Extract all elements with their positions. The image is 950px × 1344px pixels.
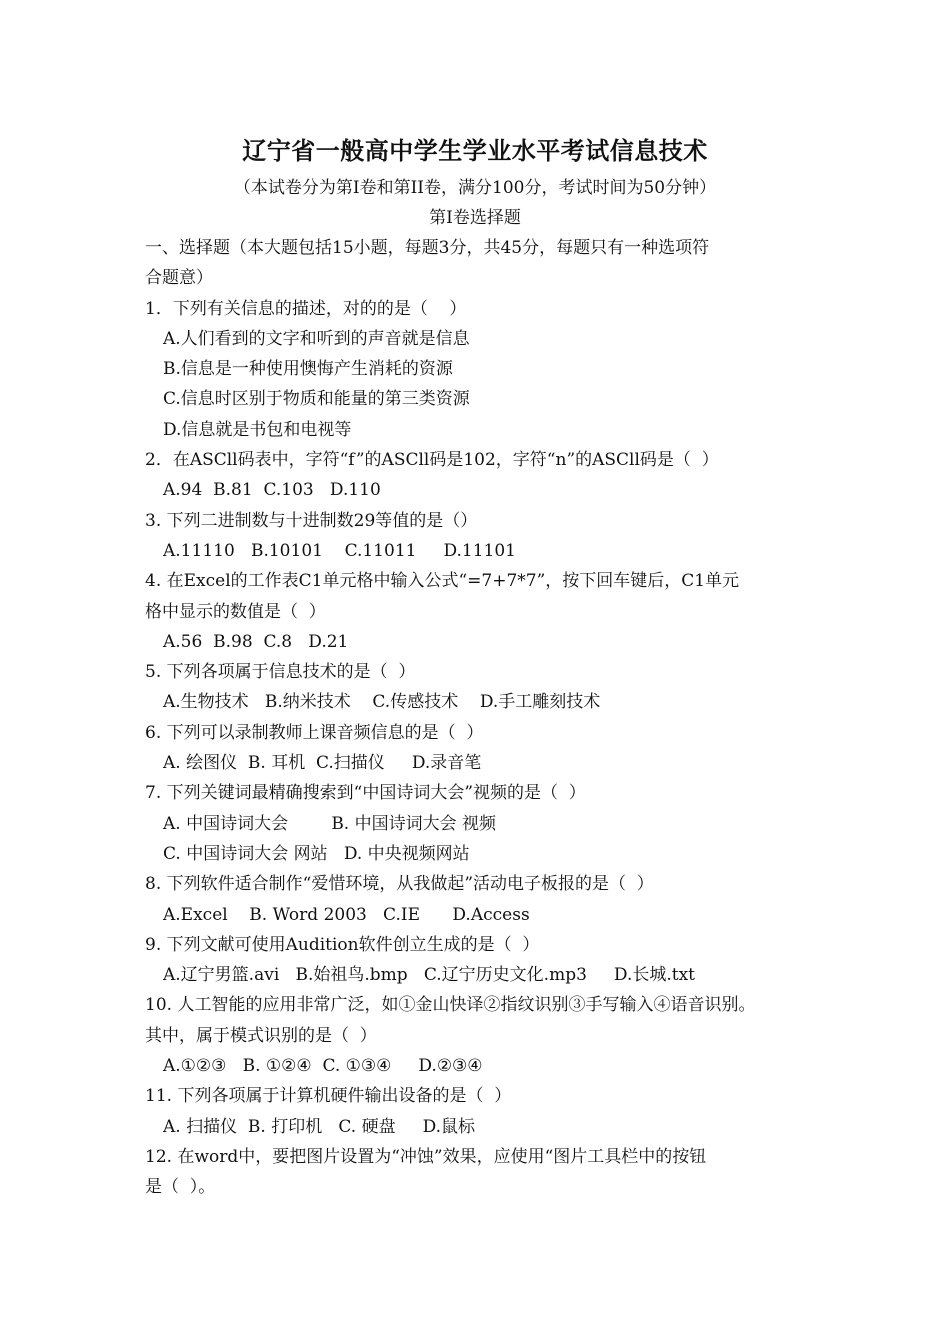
question-stem: 其中，属于模式识别的是（ ） bbox=[145, 1025, 377, 1046]
question-item bbox=[145, 930, 825, 991]
question-stem: 1．下列有关信息的描述，对的的是（ ） bbox=[145, 298, 467, 319]
answer-options: A. 绘图仪 B. 耳机 C.扫描仪 D.录音笔 bbox=[163, 753, 482, 774]
question-item bbox=[145, 506, 825, 567]
question-stem: 是（ ）。 bbox=[145, 1177, 216, 1198]
question-item bbox=[145, 1142, 825, 1203]
question-stem: 4. 在Excel的工作表C1单元格中输入公式“=7+7*7”，按下回车键后，C1单元 bbox=[145, 571, 740, 592]
question-item bbox=[145, 990, 825, 1081]
question-list bbox=[145, 233, 825, 1203]
answer-options: A.辽宁男篮.avi B.始祖鸟.bmp C.辽宁历史文化.mp3 D.长城.txt bbox=[163, 965, 695, 986]
document-title: 辽宁省一般高中学生学业水平考试信息技术 bbox=[242, 136, 708, 165]
document-subtitle: （本试卷分为第I卷和第II卷，满分100分，考试时间为50分钟） bbox=[233, 178, 717, 198]
question-stem: 10. 人工智能的应用非常广泛，如①金山快译②指纹识别③手写输入④语音识别。 bbox=[145, 995, 756, 1016]
answer-options: A.人们看到的文字和听到的声音就是信息 bbox=[163, 328, 470, 349]
answer-options: A.Excel B. Word 2003 C.IE D.Access bbox=[163, 904, 530, 925]
answer-options: A.94 B.81 C.103 D.110 bbox=[163, 480, 381, 501]
question-item bbox=[145, 294, 825, 445]
answer-options: A.11110 B.10101 C.11011 D.11101 bbox=[163, 540, 516, 561]
question-stem: 3. 下列二进制数与十进制数29等值的是（） bbox=[145, 510, 478, 531]
question-stem: 6. 下列可以录制教师上课音频信息的是（ ） bbox=[145, 722, 484, 743]
question-item bbox=[145, 778, 825, 869]
question-item bbox=[145, 657, 825, 718]
question-stem: 12. 在word中，要把图片设置为“冲蚀”效果，应使用“图片工具栏中的按钮 bbox=[145, 1146, 707, 1167]
answer-options: A. 扫描仪 B. 打印机 C. 硬盘 D.鼠标 bbox=[163, 1116, 476, 1137]
question-stem: 2．在ASCll码表中，字符“f”的ASCll码是102，字符“n”的ASCll码是（ ） bbox=[145, 450, 719, 471]
question-item bbox=[145, 869, 825, 930]
answer-options: A.①②③ B. ①②④ C. ①③④ D.②③④ bbox=[163, 1056, 483, 1077]
question-stem: 5. 下列各项属于信息技术的是（ ） bbox=[145, 662, 416, 683]
answer-options: C.信息时区别于物质和能量的第三类资源 bbox=[163, 389, 470, 410]
answer-options: A.56 B.98 C.8 D.21 bbox=[163, 631, 349, 652]
answer-options: B.信息是一种使用懊悔产生消耗的资源 bbox=[163, 359, 453, 380]
question-item bbox=[145, 445, 825, 506]
answer-options: C. 中国诗词大会 网站 D. 中央视频网站 bbox=[163, 843, 470, 864]
answer-options: A. 中国诗词大会 B. 中国诗词大会 视频 bbox=[163, 813, 497, 834]
instruction-line: 一、选择题（本大题包括15小题，每题3分，共45分，每题只有一种选项符 bbox=[145, 238, 710, 258]
section-heading: 第I卷选择题 bbox=[429, 208, 521, 228]
question-stem: 格中显示的数值是（ ） bbox=[145, 601, 326, 622]
question-stem: 8. 下列软件适合制作“爱惜环境，从我做起”活动电子板报的是（ ） bbox=[145, 874, 654, 895]
question-stem: 11. 下列各项属于计算机硬件输出设备的是（ ） bbox=[145, 1086, 512, 1107]
instruction-line: 合题意） bbox=[145, 268, 213, 289]
question-item bbox=[145, 566, 825, 657]
question-item bbox=[145, 1081, 825, 1142]
question-stem: 7. 下列关键词最精确搜索到“中国诗词大会”视频的是（ ） bbox=[145, 783, 586, 804]
answer-options: A.生物技术 B.纳米技术 C.传感技术 D.手工雕刻技术 bbox=[163, 692, 601, 713]
answer-options: D.信息就是书包和电视等 bbox=[163, 419, 352, 440]
question-item bbox=[145, 718, 825, 779]
question-stem: 9. 下列文献可使用Audition软件创立生成的是（ ） bbox=[145, 934, 540, 955]
